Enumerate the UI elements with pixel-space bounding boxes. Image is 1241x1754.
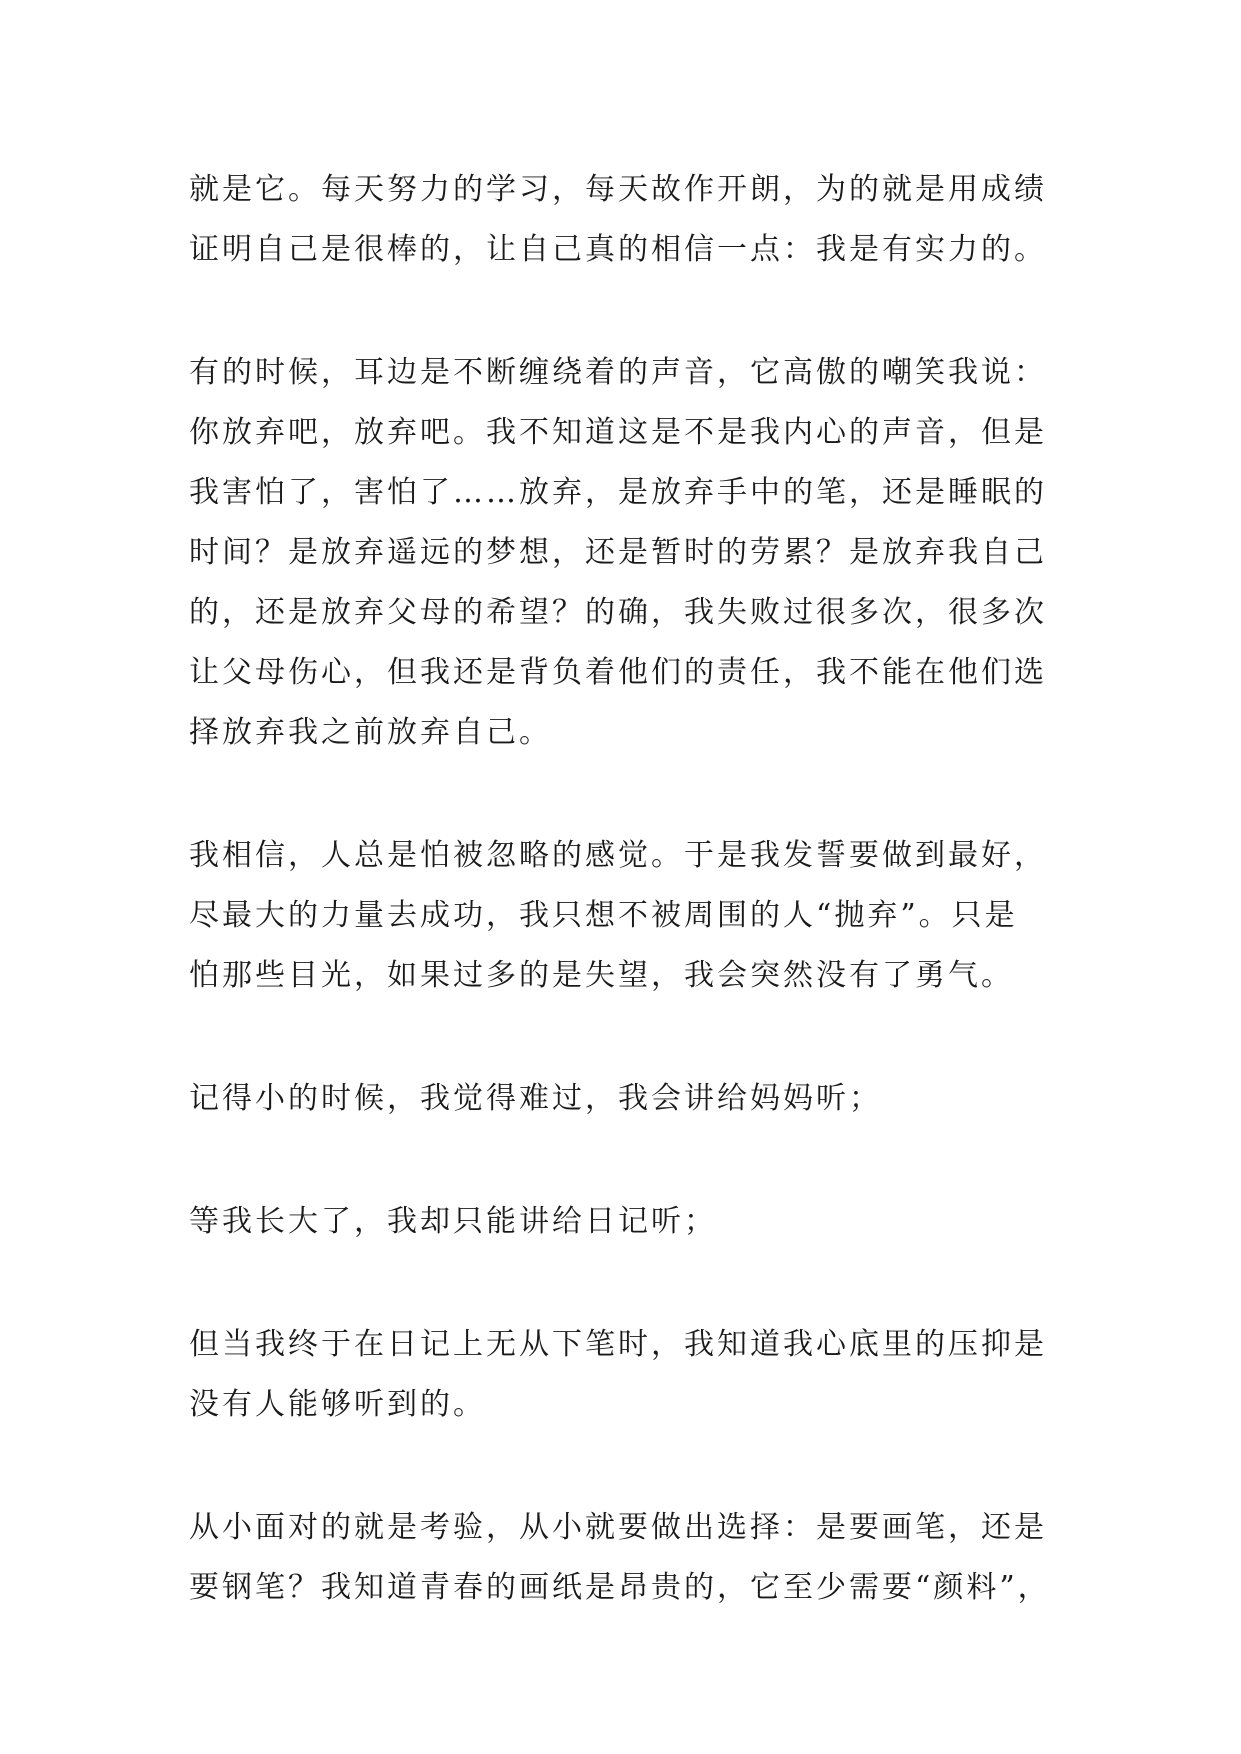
text-line: 怕那些目光，如果过多的是失望，我会突然没有了勇气。	[189, 958, 1014, 993]
text-line: 你放弃吧，放弃吧。我不知道这是不是我内心的声音，但是	[189, 415, 1047, 450]
text-line: 我相信，人总是怕被忽略的感觉。于是我发誓要做到最好，	[189, 838, 1047, 873]
paragraph-3	[189, 826, 1069, 1006]
paragraph-1	[189, 160, 1069, 280]
text-line: 有的时候，耳边是不断缠绕着的声音，它高傲的嘲笑我说：	[189, 355, 1047, 390]
text-line: 从小面对的就是考验，从小就要做出选择：是要画笔，还是	[189, 1510, 1047, 1545]
text-line: 让父母伤心，但我还是背负着他们的责任，我不能在他们选	[189, 655, 1047, 690]
text-line: 没有人能够听到的。	[189, 1387, 486, 1422]
paragraph-2	[189, 343, 1069, 763]
text-line: 的，还是放弃父母的希望？的确，我失败过很多次，很多次	[189, 595, 1047, 630]
text-line: 要钢笔？我知道青春的画纸是昂贵的，它至少需要“颜料”，	[189, 1570, 1051, 1605]
text-line: 等我长大了，我却只能讲给日记听；	[189, 1204, 717, 1239]
text-line: 但当我终于在日记上无从下笔时，我知道我心底里的压抑是	[189, 1327, 1047, 1362]
text-line: 时间？是放弃遥远的梦想，还是暂时的劳累？是放弃我自己	[189, 535, 1047, 570]
paragraph-5	[189, 1192, 1069, 1252]
text-line: 记得小的时候，我觉得难过，我会讲给妈妈听；	[189, 1081, 882, 1116]
text-line: 就是它。每天努力的学习，每天故作开朗，为的就是用成绩	[189, 172, 1047, 207]
text-line: 择放弃我之前放弃自己。	[189, 715, 552, 750]
paragraph-4	[189, 1069, 1069, 1129]
body-text	[189, 160, 1069, 1681]
paragraph-7	[189, 1498, 1069, 1618]
text-line: 尽最大的力量去成功，我只想不被周围的人“抛弃”。只是	[189, 898, 1018, 933]
paragraph-6	[189, 1315, 1069, 1435]
text-line: 我害怕了，害怕了……放弃，是放弃手中的笔，还是睡眠的	[189, 475, 1047, 510]
text-line: 证明自己是很棒的，让自己真的相信一点：我是有实力的。	[189, 232, 1047, 267]
